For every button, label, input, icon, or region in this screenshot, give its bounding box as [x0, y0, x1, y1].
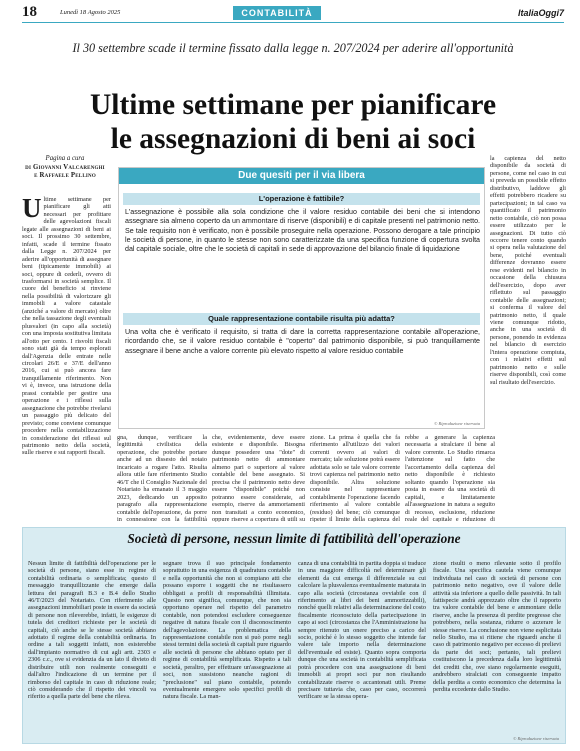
byline-prefix: Pagina a cura	[45, 155, 85, 162]
byline-author-1: di Giovanni Valcarenghi	[25, 163, 105, 171]
issue-date: Lunedì 18 Agosto 2025	[60, 9, 121, 16]
question-2: Quale rappresentazione contabile risulta più adatta?	[123, 313, 480, 325]
answer-1: L'assegnazione è possibile alla sola condizione che il valore residuo contabile dei beni che si intendono assegnare sia almeno coperto da un ammontare di riserve (disponibili) e di capitale presenti nel patrimonio netto. Se tale requisito non è verificato, non è possibile proseguire nella operazione. Possono derogare a tale principio le società di persone, in quanto le stesse non sono caratterizzate da una specifica funzione di copertura svolta dal capitale sociale, oltre che le società di capitali in sede di approvazione del bilancio finale di liquidazione	[125, 208, 480, 254]
article-column-6: la capienza del netto disponibile da società di persone, come nel caso in cui si preveda un possibile effetto distributivo, laddove gli effetti potrebbero ricadere su partecipazioni; in tal caso va quantificato il patrimonio netto contabile, ciò non possa essere utilizzato per le assegnazioni. Di tutto ciò occorre tenere conto quando si opera nella valutazione del bene, poiché eventuali differenze dovranno essere rese evidenti nel bilancio in occasione della chiusura dell'esercizio, dopo aver riflettuto sul passaggio contabile delle assegnazioni; si conferma il valore del patrimonio netto, il quale viene comunque ridotto, anche in una società di persone, ponendo in evidenza nel bilancio di esercizio l'intera operazione compiuta, con i relativi effetti sul patrimonio netto e sulle riserve disponibili, così come sul risultato dell'esercizio.	[490, 155, 566, 386]
article-column-4: zione. La prima è quella che fa riferimento all'utilizzo dei valori correnti ovvero ai valori di mercato; tale soluzione potrà essere adottata solo se tale valore corrente trovi capienza nel patrimonio netto disponibile. Altra soluzione consiste nel rappresentare contabilmente l'operazione facendo riferimento al valore contabile (residuo) del bene; ciò comunque ripeter il limite della capienza del	[310, 434, 400, 522]
article-column-3: che, evidentemente, deve essere esistente e disponibile. Bisogna dunque possedere una "dote" di patrimonio netto di ammontare almeno pari o superiore al valore contabile del bene assegnato. Si precisa che il patrimonio netto deve essere "disponibile" poiché non potranno essere considerate, ad esempio, riserve da ammortamenti non transitati a conto economico, oppure riserve a copertura di utili su	[212, 434, 305, 522]
sidebar-article-box	[22, 527, 566, 744]
header-rule	[22, 22, 564, 23]
publication-logo: ItaliaOggi7	[517, 8, 564, 18]
byline-author-2: e Raffaele Pellino	[34, 172, 96, 179]
qa-credit: © Riproduzione riservata	[434, 421, 480, 426]
sidebar-column-3: canza di una contabilità in partita doppia si traduce in una maggiore difficoltà nel determinare gli elementi da cui emerga il differenziale su cui calcolare la plusvalenza eventualmente maturata in capo alla società (circostanza ovviabile con il riferimento ai libri dei beni ammortizzabili), nonché quelli relativi alla determinazione del costo fiscalmente riconosciuto della partecipazione in capo ai soci (circostanza che l'Amministrazione ha sempre ritenuto un onere preciso a carico del socio, poiché è lo stesso soggetto che intende far valere tale importo nella determinazione dell'eventuale ed esiste). Quanto sopra comporta dunque che una società in contabilità semplificata potrà procedere con una assegnazione di beni immobili ai propri soci pur non risultando contabilizzate riserve o accantonati utili. Preme precisare tuttavia che, caso per caso, occorrerà verificare se la stessa opera-	[298, 560, 426, 701]
article-kicker: Il 30 settembre scade il termine fissato dalla legge n. 207/2024 per aderire all'opportunità	[72, 41, 514, 55]
section-label: CONTABILITÀ	[233, 6, 321, 20]
sidebar-credit: © Riproduzione riservata	[513, 736, 559, 741]
sidebar-article-title: Società di persone, nessun limite di fattibilità dell'operazione	[127, 531, 461, 546]
article-column-5: rebbe a generare la capienza necessaria a stralciare il bene al valore corrente. Lo Studio rimarca l'attenzione sul fatto che l'accertamento della capienza del netto disponibile è richiesto soltanto quando l'operazione sia posta in essere da una società di capitali, e limitatamente all'assegnazione in natura a seguito di recesso, esclusione, riduzione reale del capitale e riduzione di	[405, 434, 495, 522]
byline	[22, 155, 108, 181]
article-column-2: gna, dunque, verificare la legittimità civilistica della operazione, che potrebbe portare anche ad un dissesto del notaio incaricato a rogare l'atto. Risulta allora utile fare riferimento Studio 46/T che il Consiglio Nazionale del Notariato ha emanato il 3 maggio 2023, dedicando un apposito paragrafo alla rappresentazione contabile dell'operazione, da porre in connessione con la fattibilità	[117, 434, 207, 522]
title-line-2: le assegnazioni di beni ai soci	[110, 123, 476, 155]
question-1: L'operazione è fattibile?	[123, 193, 480, 205]
article-column-1	[22, 196, 111, 522]
drop-cap: U	[22, 196, 42, 223]
answer-2: Una volta che è verificato il requisito, si tratta di dare la corretta rappresentazione contabile all'operazione, ricordando che, se il valore residuo contabile è "coperto" dal patrimonio disponibile, si può tranquillamente assegnare il bene anche a valore corrente più elevato rispetto al valore residuo contabile	[125, 328, 480, 355]
page-number: 18	[22, 4, 37, 20]
qa-box-title: Due quesiti per il via libera	[119, 168, 484, 184]
sidebar-column-1: Nessun limite di fattibilità dell'operazione per le società di persone, siano esse in regime di contabilità ordinaria o semplificata; questo il messaggio tranquillizzante che emerge dalla lettura dei paragrafi B.3 e B.4 dello Studio 46/T/2023 del Notariato. Con riferimento alle assegnazioni immobiliari poste in essere da società di persone non rileverebbe, infatti, le esigenze di tutela dei creditori richieste per le società di capitali, ciò anche se le stesse società abbiano adottato il regime della contabilità ordinaria. In ordine a tali soggetti infatti, non esisterebbe dall'impianto normativo di cui agli artt. 2303 e 2306 c.c., ove si evidenzia da un lato il divieto di distribuire utili non realmente conseguiti e dall'altro l'indicazione di un termine per il rimborso del capitale in caso di riduzione reale; ciò considerando che il rispetto dei vincoli va riferito a quella parte del bene che rileva.	[28, 560, 156, 701]
title-line-1: Ultime settimane per pianificare	[89, 89, 497, 121]
article-title	[22, 88, 564, 156]
qa-box	[118, 167, 485, 429]
column-1-text: ltime settimane per pianificare gli atti necessari per profittare delle agevolazioni fiscali legate alle assegnazioni di beni ai soci. Il prossimo 30 settembre, infatti, scade il termine fissato dalla Legge n. 207/2024 per aderire all'opportunità di assegnare beni (tipicamente immobili) ai soci, oppure di cederli, ovvero di trasformarsi in società semplice. Il cuore del beneficio si rinviene nella possibilità di valorizzare gli immobili a valore catastale (anziché a valore di mercato) oltre che nella tassazione degli eventuali plusvalori (in capo alla società) con una imposta sostitutiva limitata all'otto per cento. I risvolti fiscali sono stati già da tempo esplorati dall'Agenzia delle entrate nelle circolari 26/E e 37/E dell'anno 2016, cui si può ancora fare tranquillamente riferimento. Non vi è, invece, una istruzione della prassi contabile per gestire una operazione e i riflessi sulla assegnazione che potrebbe rivelarsi un passaggio più delicato del previsto; come conviene comunque procedere nella contabilizzazione in considerazione dei riflessi sul patrimonio netto della società, sulle riserve e sui rapporti fiscali.	[22, 196, 111, 457]
page-header	[22, 4, 564, 22]
sidebar-column-2: segnare trova il suo principale fondamento soprattutto in una esigenza di quadratura contabile e nella opportunità che non si compiano atti che possano esporre i soggetti che ne risultassero obbligati a profili di responsabilità illimitata. Questo non significa, comunque, che non sia opportuno operare nel rispetto del parametro contabile, non potendosi escludere conseguenze negative di natura fiscale con il disconoscimento dell'agevolazione. La problematica della rappresentazione contabile non si può porre negli stessi termini della società di capitali pure riguardo alle società di persone che abbiano optato per il regime di contabilità semplificata. Rispetto a tali società, peraltro, per effettuare un'assegnazione ai soci, non sussistono neanche ragioni di "preclusione" sul piano contabile, potendo eventualmente emergere solo specifici profili di natura fiscale. La man-	[163, 560, 291, 701]
sidebar-column-4: zione risulti o meno rilevante sotto il profilo fiscale. Una specifica cautela viene comunque individuata nel caso di società di persone con patrimonio netto negativo, ove il valore delle attività sia inferiore a quello delle passività. In tali fattispecie andrà apprezzato oltre che il rapporto tra valore contabile del bene e ammontare delle riserve, anche la presenza di perdite pregresse che potrebbero, nella sostanza, ridurre o azzerare le stesse riserve. La conclusione non viene esplicitata nello Studio, ma si ritiene che riguardi anche il caso di patrimonio negativo per eccesso di prelievi da parte dei soci; pertanto, tali prelievi costituiscono la precedenza dalla loro legittimità dei crediti che, ove siano regolarmente eseguiti, andrebbero stralciati con conseguente impatto della perdita a conto economico che determina la perdita eccedente dallo Studio.	[433, 560, 561, 693]
